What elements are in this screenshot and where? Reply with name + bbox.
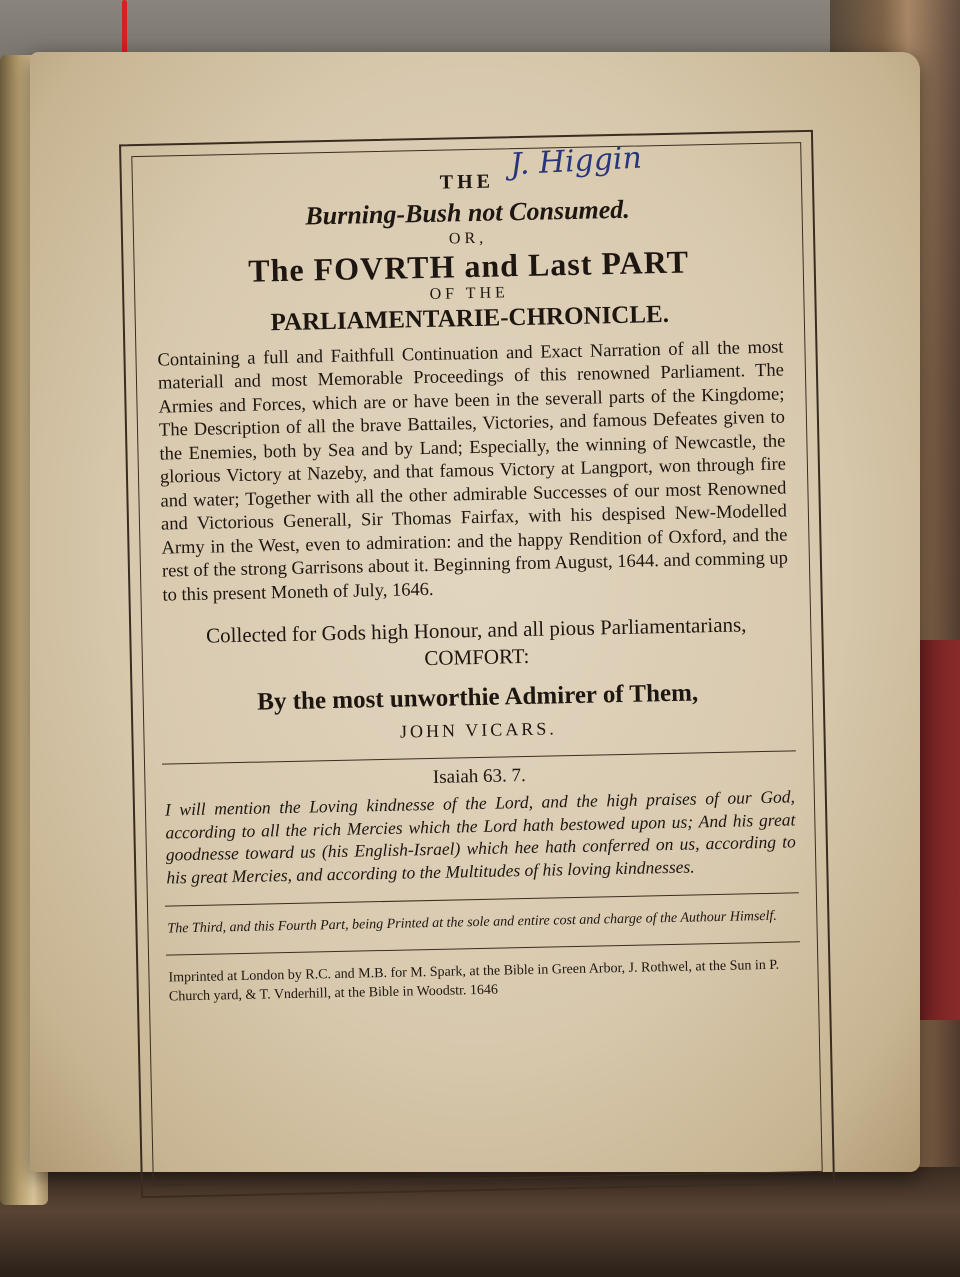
title-chronicle: PARLIAMENTARIE-CHRONICLE.	[270, 300, 670, 337]
description-paragraph: Containing a full and Faithfull Continuation and Exact Narration of all the most materiall and most Memorable Proceedings of this renowned Parliament. The Armies and Forces, which are or have been in the severall parts of the Kingdome; The Description of all the brave Battailes, Victories, and famous Defeates given to the Enemies, both by Sea and by Land; Especially, the winning of Newcastle, the glorious Victory at Nazeby, and that famous Victory at Langport, won through fire and water; Together with all the other admirable Successes of our most Renowned and Victorious Generall, Sir Thomas Fairfax, with his despised New-Modelled Army in the West, even to admiration: and the happy Rendition of Oxford, and the rest of the strong Garrisons about it. Beginning from August, 1644. and comming up to this present Moneth of July, 1646.	[157, 337, 789, 606]
author-name: JOHN VICARS.	[399, 718, 557, 742]
printing-note: The Third, and this Fourth Part, being Printed at the sole and entire cost and charge of the Authour Himself.	[167, 908, 777, 937]
divider	[166, 941, 800, 955]
divider	[165, 892, 799, 906]
title-fourth-part: The FOVRTH and Last PART	[247, 243, 690, 289]
title-page-content	[150, 160, 805, 1167]
handwritten-signature: J. Higgin	[509, 140, 643, 183]
byline: By the most unworthie Admirer of Them,	[256, 679, 699, 716]
dedication: Collected for Gods high Honour, and all pious Parliamentarians, COMFORT:	[205, 612, 747, 670]
title-of-the: OF THE	[429, 284, 510, 303]
title-the: THE	[439, 170, 495, 194]
title-main: Burning-Bush not Consumed.	[305, 194, 631, 231]
page-border	[119, 130, 835, 1198]
scripture-quote: I will mention the Loving kindnesse of the Lord, and the high praises of our God, according to all the rich Mercies which the Lord hath bestowed upon us; And his great goodnesse toward us (his English-Israel) which hee hath conferred on us, according to his great Mercies, and according to the Multitudes of his loving kindnesses.	[164, 786, 797, 888]
scripture-reference: Isaiah 63. 7.	[432, 764, 526, 788]
title-page	[30, 52, 920, 1172]
title-or: OR,	[448, 229, 488, 248]
imprint: Imprinted at London by R.C. and M.B. for M. Spark, at the Bible in Green Arbor, J. Rothwel, at the Sun in P. Church yard, & T. Vnderhill, at the Bible in Woodstr. 1646	[168, 957, 780, 1005]
